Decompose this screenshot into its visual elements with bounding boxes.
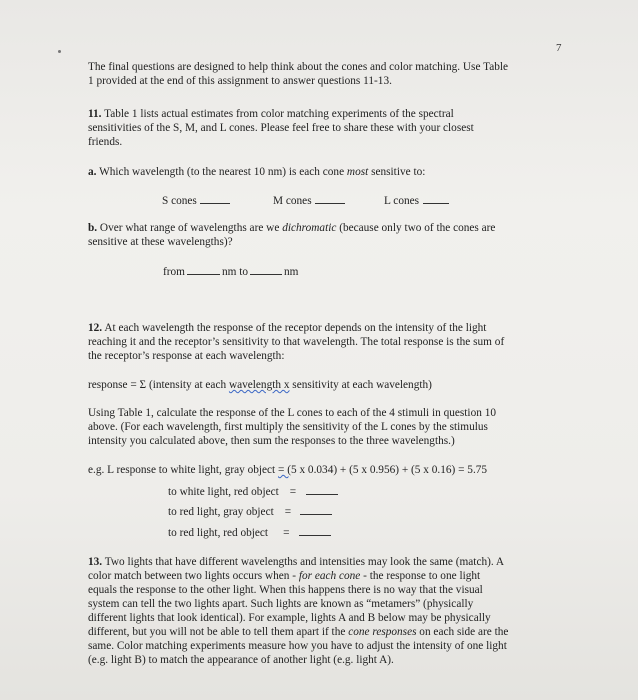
q11a-text-pre: Which wavelength (to the nearest 10 nm) is each cone — [96, 166, 347, 178]
intro-line-2: 1 provided at the end of this assignment to answer questions 11-13. — [88, 75, 392, 87]
example-pre: e.g. L response to white light, gray object — [88, 464, 279, 476]
formula-pre: response = Σ (intensity at each — [88, 379, 229, 391]
q13-line-6-post: on each side are the — [416, 626, 509, 638]
q13-line-6-italic: cone responses — [348, 626, 417, 638]
red-gray-blank[interactable] — [300, 504, 332, 515]
q13-line-5: different lights that look identical). For example, lights A and B below may be physically — [88, 612, 491, 624]
page-number: 7 — [556, 42, 562, 54]
white-red-equals: = — [289, 486, 297, 498]
q12-line-3: the receptor’s response at each wavelength: — [88, 350, 285, 362]
q11-line-1-text: Table 1 lists actual estimates from color matching experiments of the spectral — [101, 108, 454, 120]
l-cones-row — [384, 193, 449, 208]
q12-line-2: reaching it and the receptor’s sensitivity to that wavelength. The total response is the sum of — [88, 336, 505, 348]
s-cones-row — [162, 193, 230, 208]
l-cones-blank[interactable] — [423, 193, 449, 204]
red-red-equals: = — [283, 527, 290, 539]
q11a-italic: most — [346, 166, 369, 178]
q13-line-1-text: Two lights that have different wavelengths and intensities may look the same (match). A — [102, 556, 505, 568]
q11b-line-2: sensitive at these wavelengths)? — [88, 236, 233, 248]
q12-number: 12. — [88, 322, 103, 334]
s-cones-blank[interactable] — [200, 193, 230, 204]
white-red-row — [168, 484, 338, 499]
q13-line-4: system can tell the two lights apart. Such lights are known as “metamers” (physically — [88, 598, 474, 610]
nm-label: nm — [284, 266, 299, 278]
red-red-row — [168, 525, 331, 540]
l-cones-label: L cones — [384, 195, 420, 207]
red-red-label: to red light, red object — [168, 527, 269, 539]
response-formula — [88, 378, 432, 392]
red-gray-row — [168, 504, 332, 519]
example-line — [88, 463, 487, 477]
q13-line-1 — [88, 555, 504, 569]
q13-line-2-italic: for each cone — [298, 570, 361, 582]
m-cones-label: M cones — [273, 195, 312, 207]
q11b-question — [88, 221, 495, 235]
q13-line-3: equals the response to the other light. When this happens there is no way that the visual — [88, 584, 483, 596]
q12-instr-2: above. (For each wavelength, first multiply the sensitivity of the L cones by the stimulus — [88, 421, 488, 433]
from-blank[interactable] — [187, 264, 220, 275]
q11b-italic: dichromatic — [282, 222, 337, 234]
red-gray-label: to red light, gray object — [168, 506, 274, 518]
q13-line-2 — [88, 569, 480, 583]
q11a-label: a. — [88, 166, 97, 178]
q12-instr-3: intensity you calculated above, then sum the responses to the three wavelengths.) — [88, 435, 455, 447]
to-blank[interactable] — [250, 264, 282, 275]
red-red-blank[interactable] — [299, 525, 331, 536]
q11b-text-post: (because only two of the cones are — [336, 222, 496, 234]
q13-line-2-post: - the response to one light — [360, 570, 481, 582]
q13-line-6 — [88, 625, 508, 639]
q11b-label: b. — [88, 222, 98, 234]
mark-dot — [58, 50, 61, 53]
s-cones-label: S cones — [162, 195, 197, 207]
white-red-blank[interactable] — [306, 484, 338, 495]
q13-line-7: same. Color matching experiments measure how you have to adjust the intensity of one light — [88, 640, 507, 652]
q12-line-1 — [88, 321, 486, 335]
range-row — [163, 264, 298, 279]
red-gray-equals: = — [284, 506, 292, 518]
q13-number: 13. — [88, 556, 103, 568]
q12-line-1-text: At each wavelength the response of the receptor depends on the intensity of the light — [102, 322, 487, 334]
intro-line-1: The final questions are designed to help think about the cones and color matching. Use Table — [88, 61, 509, 73]
q11-line-2: sensitivities of the S, M, and L cones. Please feel free to share these with your closest — [88, 122, 474, 134]
example-post: 5 x 0.034) + (5 x 0.956) + (5 x 0.16) = 5.75 — [290, 464, 488, 476]
m-cones-row — [273, 193, 345, 208]
nm-to-label: nm to — [221, 266, 249, 278]
q11b-text-pre: Over what range of wavelengths are we — [97, 222, 283, 234]
q11a-text-post: sensitive to: — [368, 166, 426, 178]
from-label: from — [163, 266, 185, 278]
q13-line-8: (e.g. light B) to match the appearance of another light (e.g. light A). — [88, 654, 394, 666]
q12-instr-1: Using Table 1, calculate the response of the L cones to each of the 4 stimuli in question 10 — [88, 407, 496, 419]
example-squiggle: = ( — [278, 464, 291, 476]
formula-squiggle: wavelength x — [228, 379, 290, 391]
q11-line-1 — [88, 107, 454, 121]
q11-number: 11. — [88, 108, 102, 120]
q11a-question — [88, 165, 425, 179]
white-red-label: to white light, red object — [168, 486, 279, 498]
q13-line-2-pre: color match between two lights occurs when - — [88, 570, 299, 582]
q13-line-6-pre: different, but you will not be able to tell them apart if the — [88, 626, 349, 638]
formula-post: sensitivity at each wavelength) — [289, 379, 432, 391]
q11-line-3: friends. — [88, 136, 123, 148]
m-cones-blank[interactable] — [315, 193, 345, 204]
